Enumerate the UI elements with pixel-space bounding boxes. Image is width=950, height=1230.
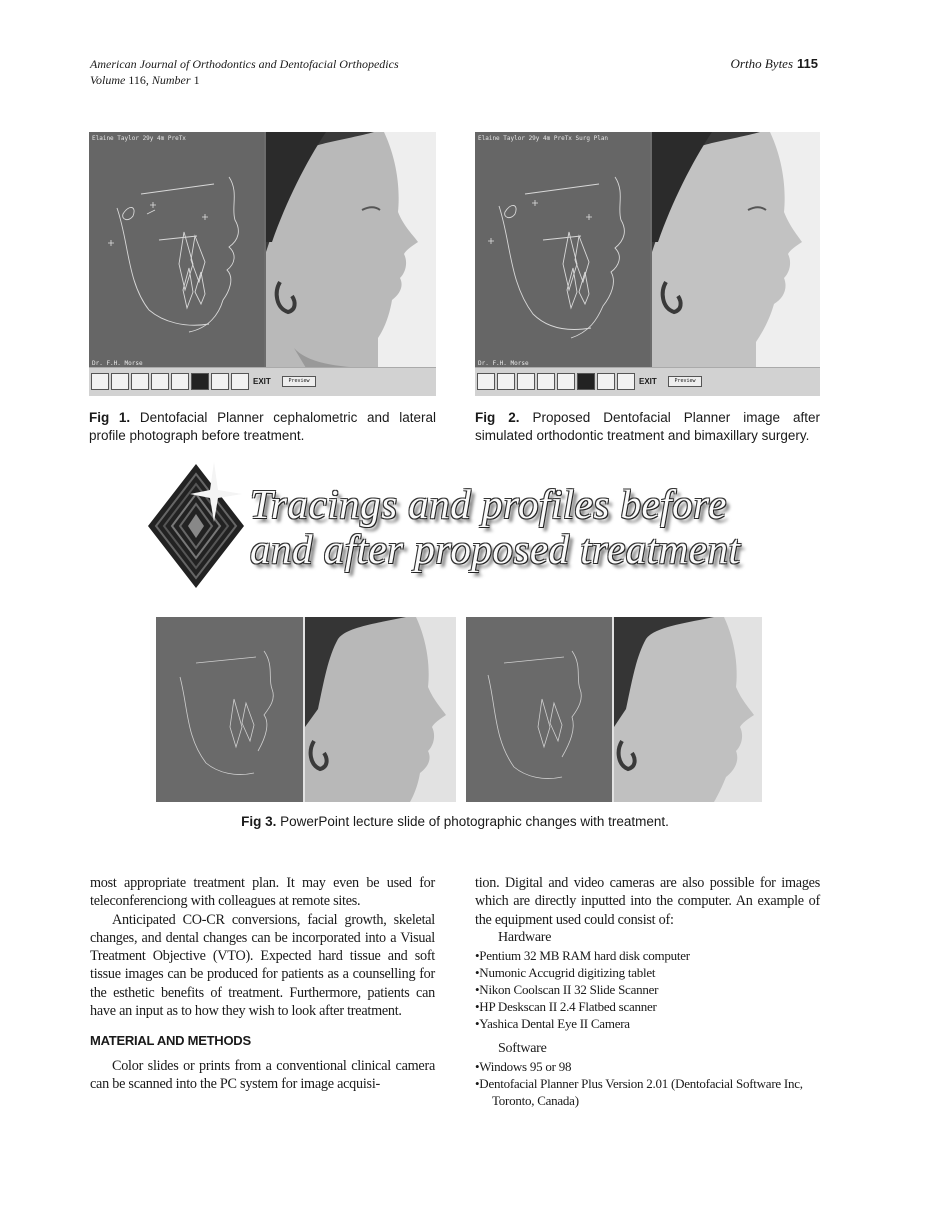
cube-icon — [577, 373, 595, 390]
print-icon — [131, 373, 149, 390]
fig2-toolbar — [475, 367, 820, 396]
fig1-caption — [89, 409, 436, 445]
slide-title-line1: Tracings and profiles before — [250, 481, 727, 527]
right-column — [475, 874, 820, 1109]
preview-label: Preview — [282, 376, 316, 387]
software-list — [475, 1058, 820, 1109]
fig3-label: Fig 3. — [241, 814, 277, 829]
journal-title: American Journal of Orthodontics and Dentofacial Orthopedics — [90, 57, 399, 71]
scanner-icon — [557, 373, 575, 390]
hardware-heading: Hardware — [498, 929, 552, 945]
list-item: •Yashica Dental Eye II Camera — [475, 1015, 630, 1031]
paragraph: Anticipated CO-CR conversions, facial growth, skeletal changes, and dental changes can be incorporated into a Visual Treatment Objective (VTO). Expected hard tissue and soft tissue images can be produced for patients as a counselling for the esthetic benefits of treatment. Furthermore, patients can have an input as to how they wish to look after treatment. — [90, 911, 435, 1020]
hardware-list — [475, 947, 820, 1032]
software-heading: Software — [498, 1040, 547, 1056]
cube-icon — [191, 373, 209, 390]
paragraph: Color slides or prints from a conventional clinical camera can be scanned into the PC system for image acquisi- — [90, 1057, 435, 1092]
doctor-name: Dr. F.H. Morse — [92, 360, 143, 367]
doctor-name: Dr. F.H. Morse — [478, 360, 529, 367]
fig2-ceph-tracing — [475, 132, 650, 368]
fig1-screenshot — [89, 132, 436, 396]
section-page — [731, 56, 818, 72]
section-heading: MATERIAL AND METHODS — [90, 1033, 251, 1049]
list-item: •Pentium 32 MB RAM hard disk computer — [475, 947, 690, 963]
fig3-after-image — [466, 617, 762, 802]
exit-label: EXIT — [639, 377, 657, 386]
network-icon — [231, 373, 249, 390]
tray-icon — [151, 373, 169, 390]
fig3-before-image — [156, 617, 456, 802]
fig1-ceph-tracing — [89, 132, 264, 368]
preview-label: Preview — [668, 376, 702, 387]
list-item: •HP Deskscan II 2.4 Flatbed scanner — [475, 998, 657, 1014]
slide-title-line2: and after proposed treatment — [250, 526, 741, 572]
tray-icon — [537, 373, 555, 390]
exit-label: EXIT — [253, 377, 271, 386]
list-item: •Numonic Accugrid digitizing tablet — [475, 964, 656, 980]
running-header — [90, 56, 399, 88]
keyboard-icon — [497, 373, 515, 390]
camera-icon — [211, 373, 229, 390]
notes-icon — [477, 373, 495, 390]
list-item: •Windows 95 or 98 — [475, 1058, 572, 1074]
fig1-toolbar — [89, 367, 436, 396]
print-icon — [517, 373, 535, 390]
volume-number: Volume 116, Number 1 — [90, 73, 200, 87]
fig3-caption — [0, 813, 910, 831]
fig2-label: Fig 2. — [475, 410, 520, 425]
diamond-logo — [146, 462, 246, 590]
page-number: 115 — [797, 56, 818, 71]
paragraph: tion. Digital and video cameras are also possible for images which are directly inputted into the computer. An example of the equipment used could consist of: — [475, 875, 820, 928]
fig2-caption-text: Proposed Dentofacial Planner image after simulated orthodontic treatment and bimaxillary surgery. — [475, 410, 820, 443]
paragraph: most appropriate treatment plan. It may even be used for teleconferenciong with colleagues at remote sites. — [90, 875, 435, 910]
notes-icon — [91, 373, 109, 390]
fig2-profile-photo — [652, 132, 820, 368]
slide-title — [250, 482, 810, 572]
network-icon — [617, 373, 635, 390]
fig2-caption — [475, 409, 820, 445]
fig1-profile-photo — [266, 132, 436, 368]
patient-info: Elaine Taylor 29y 4m PreTx — [92, 135, 186, 142]
keyboard-icon — [111, 373, 129, 390]
list-item: •Nikon Coolscan II 32 Slide Scanner — [475, 981, 659, 997]
fig2-screenshot — [475, 132, 820, 396]
patient-info: Elaine Taylor 29y 4m PreTx Surg Plan — [478, 135, 609, 142]
fig1-label: Fig 1. — [89, 410, 131, 425]
list-item: •Dentofacial Planner Plus Version 2.01 (Dentofacial Software Inc, Toronto, Canada) — [475, 1075, 803, 1108]
fig1-caption-text: Dentofacial Planner cephalometric and lateral profile photograph before treatment. — [89, 410, 436, 443]
camera-icon — [597, 373, 615, 390]
scanner-icon — [171, 373, 189, 390]
section-name: Ortho Bytes — [730, 56, 794, 71]
left-column — [90, 874, 435, 1093]
fig3-caption-text: PowerPoint lecture slide of photographic changes with treatment. — [280, 814, 669, 829]
